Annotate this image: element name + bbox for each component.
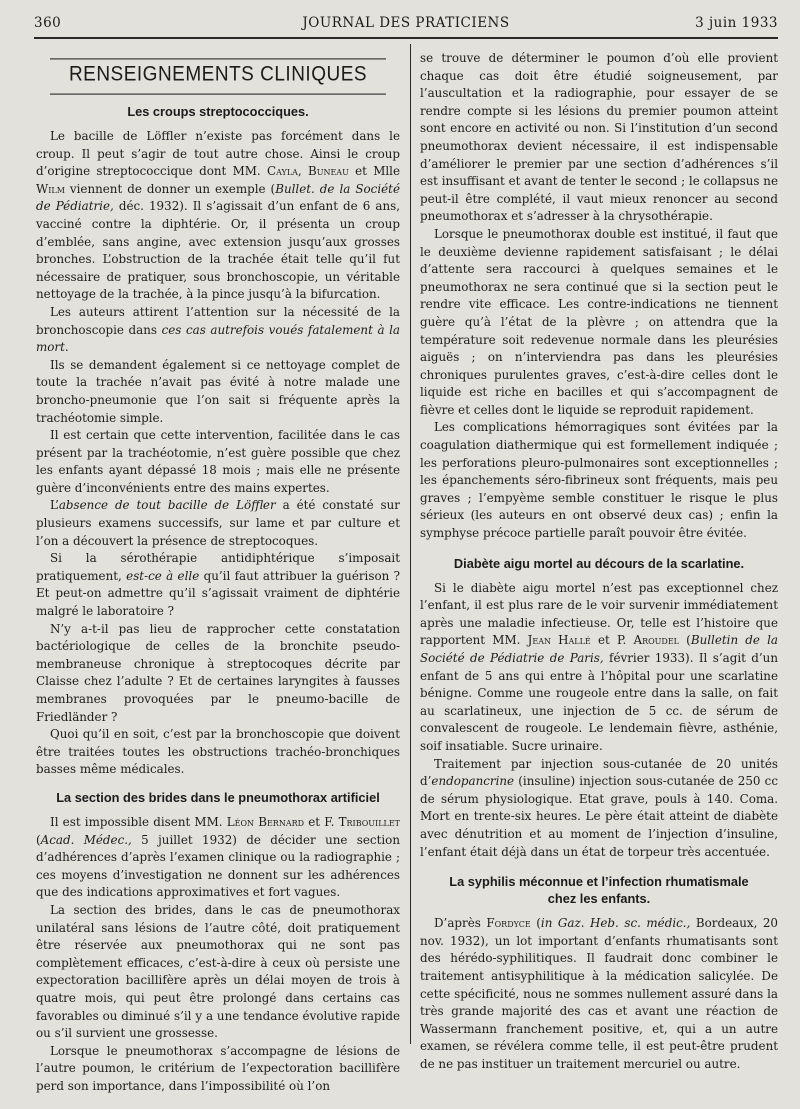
article-title-croups: Les croups streptococciques.: [127, 104, 309, 119]
journal-title: JOURNAL DES PRATICIENS: [302, 15, 510, 31]
section-banner: RENSEIGNEMENTS CLINIQUES: [50, 58, 386, 94]
column-divider: [410, 44, 411, 1044]
page-number: 360: [34, 15, 62, 31]
paragraph: Traitement par injection sous-cutanée de 20 unités d’endopancrine (insuline) injection sous-cutanée de 250 cc de sérum physiologique. Etat grave, pouls à 140. Coma. Mort en trente-six heures. Le père était atteint de diabète avec dénutrition et au moment de l’injection d’insuline, l’enfant était déjà dans un état de torpeur très accentuée.: [420, 756, 778, 859]
paragraph: Quoi qu’il en soit, c’est par la bronchoscopie que doivent être traitées toutes les obstructions trachéo-bronchiques basses même médicales.: [36, 727, 400, 777]
header-rule: [34, 37, 778, 39]
paragraph: L’absence de tout bacille de Löffler a été constaté sur plusieurs examens successifs, sur lame et par culture et l’on a découvert la présence de streptocoques.: [36, 498, 400, 548]
paragraph: Il est certain que cette intervention, facilitée dans le cas présent par la trachéotomie, n’est guère possible que chez les enfants ayant dépassé 18 mois ; mais elle ne présente guère d’inconvénients entre des mains expertes.: [36, 428, 400, 495]
paragraph: se trouve de déterminer le poumon d’où elle provient chaque cas doit être étudié soigneusement, par l’auscultation et la radiographie, pour essayer de se rendre compte si les lésions du premier poumon atteint sont encore en activité ou non. Si l’institution d’un second pneumothorax devient nécessaire, il est indispensable d’améliorer le premier par une section d’adhérences s’il est insuffisant et avant de tenter le second ; le collapsus ne peut-il être complété, il vaut mieux renoncer au second pneumothorax et s’adresser à la chrysothérapie.: [420, 51, 778, 224]
paragraph: Le bacille de Löffler n’existe pas forcément dans le croup. Il peut s’agir de tout autre chose. Ainsi le croup d’origine streptococcique dont MM. Cayla, Buneau et Mlle Wilm viennent de donner un exemple (Bullet. de la Société de Pédiatrie, déc. 1932). Il s’agissait d’un enfant de 6 ans, vacciné contre la diphtérie. Or, il présenta un croup d’emblée, sans angine, avec extension jusqu’aux grosses bronches. L’obstruction de la trachée était telle qu’il fut nécessaire de pratiquer, sous bronchoscopie, un véritable nettoyage de la trachée, à la pince jusqu’à la bifurcation.: [36, 129, 401, 302]
paragraph: Les complications hémorragiques sont évitées par la coagulation diathermique qui est formellement indiquée ; les perforations pleuro-pulmonaires sont exceptionnelles ; les épanchements séro-fibrineux sont fréquents, mais peu graves ; l’empyème semble constituer le risque le plus sérieux (les auteurs en ont observé deux cas) ; enfin la symphyse précoce partielle paraît pouvoir être évitée.: [420, 420, 778, 541]
article-title-diabete: Diabète aigu mortel au décours de la scarlatine.: [453, 555, 745, 571]
paragraph: La section des brides, dans le cas de pneumothorax unilatéral sans lésions de l’autre côté, doit pratiquement être réservée aux pneumothorax qui ne sont pas complètement efficaces, c’est-à-dire à ceux où persiste une expectoration bacillifère après un délai moyen de trois à quatre mois, qui peut être prolongé dans certains cas favorables ou diminué s’il y a une tendance évolutive rapide ou s’il survient une grossesse.: [36, 902, 400, 1041]
paragraph: Si le diabète aigu mortel n’est pas exceptionnel chez l’enfant, il est plus rare de le voir survenir immédiatement après une maladie infectieuse. Or, telle est l’histoire que rapportent MM. Jean Hallé et P. Aroudel (Bulletin de la Société de Pédiatrie de Paris, février 1933). Il s’agit d’un enfant de 5 ans qui entre à l’hôpital pour une scarlatine bénigne. Comme une rougeole entre dans la salle, on fait au scarlatineux, une injection de 5 cc. de sérum de convalescent de rougeole. Le lendemain fièvre, asthénie, soif insatiable. Sucre urinaire.: [420, 580, 779, 753]
running-head: [34, 15, 778, 37]
paragraph: N’y a-t-il pas lieu de rapprocher cette constatation bactériologique de celles de la bronchite pseudo-membraneuse chronique à streptocoques décrite par Claisse chez l’adulte ? Et de certaines laryngites à fausses membranes provoquées par le pneumo-bacille de Friedländer ?: [36, 621, 400, 724]
right-column: [420, 50, 778, 1073]
paragraph: D’après Fordyce (in Gaz. Heb. sc. médic., Bordeaux, 20 nov. 1932), un lot important d’enfants rhumatisants sont des hérédo-syphilitiques. Il faudrait donc combiner le traitement antisyphilitique à la médication salicylée. De cette spécificité, nous ne sommes nullement assuré dans la très grande majorité des cas et avant une réaction de Wassermann franchement positive, et, qui a un autre examen, se révélera comme telle, il est peut-être prudent de ne pas instituer un traitement mercuriel ou autre.: [420, 916, 778, 1071]
article-title-brides: La section des brides dans le pneumothorax artificiel: [56, 789, 380, 805]
paragraph: Lorsque le pneumothorax s’accompagne de lésions de l’autre poumon, le critérium de l’expectoration bacillifère perd son importance, dans l’impossibilité où l’on: [36, 1043, 400, 1093]
paragraph: Il est impossible disent MM. Léon Bernard et F. Tribouillet (Acad. Médec., 5 juillet 1932) de décider une section d’adhérences d’après l’examen clinique ou la radiographie ; ces moyens d’investigation ne donnent sur les adhérences que des indications approximatives et fort vagues.: [36, 814, 400, 900]
issue-date: 3 juin 1933: [695, 15, 778, 31]
article-title-syphilis: La syphilis méconnue et l’infection rhumatismale chez les enfants.: [449, 874, 749, 907]
left-column: [36, 50, 400, 1095]
paragraph: Ils se demandent également si ce nettoyage complet de toute la trachée n’avait pas évité à notre malade une broncho-pneumonie que l’on sait si fréquente après la trachéotomie simple.: [36, 357, 400, 425]
paragraph: Si la sérothérapie antidiphtérique s’imposait pratiquement, est-ce à elle qu’il faut attribuer la guérison ? Et peut-on admettre qu’il s’agissait vraiment de diphtérie malgré le laboratoire ?: [36, 551, 400, 619]
paragraph: Lorsque le pneumothorax double est institué, il faut que le deuxième devienne rapidement satisfaisant ; le délai d’attente sera raccourci à quelques semaines et le pneumothorax ne sera continué que si la section peut le rendre vite efficace. Les contre-indications ne tiennent guère qu’à l’état de la plèvre ; on attendra que la température soit redevenue normale dans les pleurésies aiguës ; on n’interviendra pas dans les pleurésies chroniques purulentes graves, c’est-à-dire celles dont le liquide est riche en bacilles et qui s’accompagnent de fièvre et celles dont le liquide se reproduit rapidement.: [420, 226, 778, 417]
paragraph: Les auteurs attirent l’attention sur la nécessité de la bronchoscopie dans ces cas autrefois voués fatalement à la mort.: [36, 304, 400, 355]
